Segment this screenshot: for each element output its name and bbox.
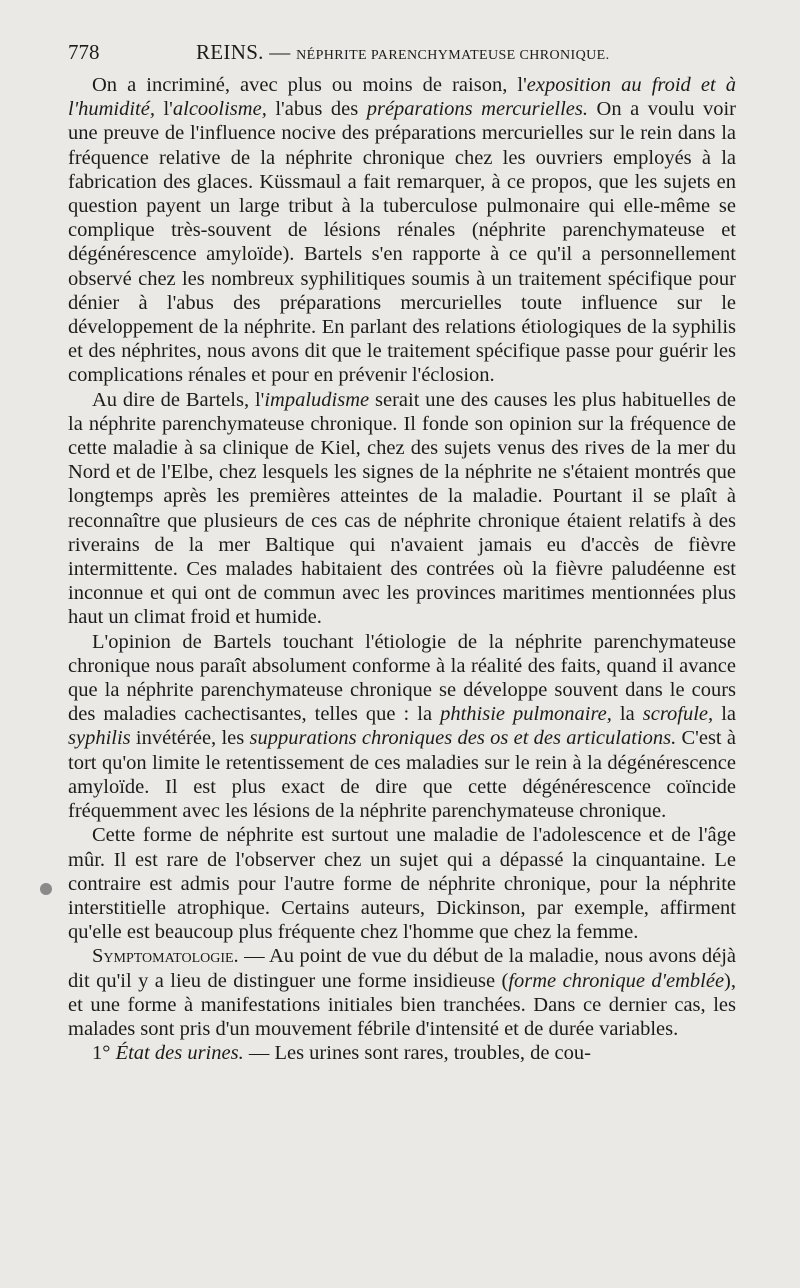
paragraph-bartels-opinion: L'opinion de Bartels touchant l'étiologie de la néphrite parenchymateuse chronique nous paraît absolument conforme à la réalité des faits, quand il avance que la néphrite parenchymateuse chronique se développe souvent dans le cours des maladies cachectisantes, telles que : la phthisie pulmonaire, la scrofule, la syphilis invétérée, les suppurations chroniques des os et des articulations. C'est à tort qu'on limite le retentissement de ces maladies sur le rein à la dégénérescence amyloïde. Il est plus exact de dire que cette dégénérescence coïncide fréquemment avec les lésions de la néphrite parenchymateuse chronique. bbox=[68, 630, 737, 823]
paragraph-impaludisme: Au dire de Bartels, l'impaludisme serait une des causes les plus habituelles de la néphrite parenchymateuse chronique. Il fonde son opinion sur la fréquence de cette maladie à sa clinique de Kiel, chez des sujets venus des rives de la mer du Nord et de l'Elbe, chez lesquels les signes de la néphrite ne s'étaient montrés que longtemps après les premières atteintes de la maladie. Pourtant il se plaît à reconnaître que plusieurs de ces cas de néphrite chronique étaient relatifs à des riverains de la mer Baltique qui n'avaient jamais eu d'accès de fièvre intermittente. Ces malades habitaient des contrées où la fièvre paludéenne est inconnue et qui ont de commun avec les provinces maritimes mentionnées plus haut un climat froid et humide. bbox=[68, 388, 736, 629]
paragraph-symptomatology: Symptomatologie. — Au point de vue du début de la maladie, nous avons déjà dit qu'il y a lieu de distinguer une forme insidieuse (forme chronique d'emblée), et une forme à manifestations initiales bien tranchées. Dans ce dernier cas, les malades sont pris d'un mouvement fébrile d'intensité et de durée variables. bbox=[68, 945, 736, 1040]
paragraph-urines: 1° État des urines. — Les urines sont rares, troubles, de cou- bbox=[92, 1042, 591, 1065]
running-head-title: REINS. — bbox=[196, 40, 291, 64]
body-text bbox=[68, 73, 736, 1065]
paragraph-age: Cette forme de néphrite est surtout une maladie de l'adolescence et de l'âge mûr. Il est rare de l'observer chez un sujet qui a dépassé la cinquantaine. Le contraire est admis pour l'autre forme de néphrite chronique, pour la néphrite interstitielle atrophique. Certains auteurs, Dickinson, par exemple, affirment qu'elle est beaucoup plus fréquente chez l'homme que chez la femme. bbox=[68, 824, 736, 944]
running-head-subtitle: NÉPHRITE PARENCHYMATEUSE CHRONIQUE. bbox=[296, 48, 610, 63]
running-head bbox=[196, 40, 609, 65]
page-number: 778 bbox=[68, 40, 100, 64]
paper-speck bbox=[40, 883, 52, 895]
paragraph-etiology-mercury: On a incriminé, avec plus ou moins de raison, l'exposition au froid et à l'humidité, l'alcoolisme, l'abus des préparations mercurielles. On a voulu voir une preuve de l'influence nocive des préparations mercurielles sur le rein dans la fréquence relative de la néphrite chronique chez les ouvriers employés à la fabrication des glaces. Küssmaul a fait remarquer, à ce propos, que les sujets en question payent un large tribut à la tuberculose pulmonaire qui elle-même se complique très-souvent de lésions rénales (néphrite parenchymateuse et dégénérescence amyloïde). Bartels s'en rapporte à ce qu'il a personnellement observé chez les nombreux syphilitiques soumis à un traitement spécifique pour dénier à l'abus des préparations mercurielles toute influence sur le développement de la néphrite. En parlant des relations étiologiques de la syphilis et des néphrites, nous avons dit que le traitement spécifique passe pour guérir les complications rénales et pour en prévenir l'éclosion. bbox=[68, 74, 737, 387]
section-heading: Symptomatologie. bbox=[92, 945, 239, 968]
